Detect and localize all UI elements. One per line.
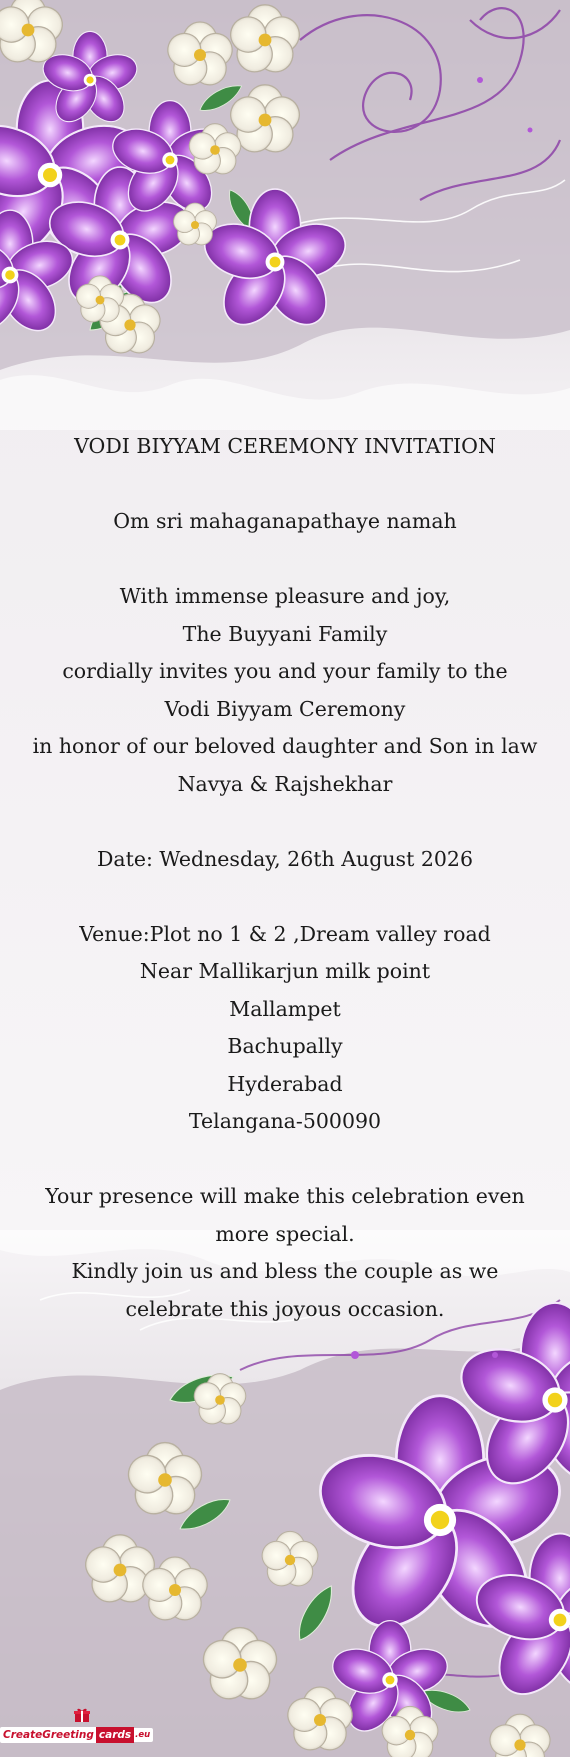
spacer xyxy=(0,1141,570,1179)
greeting-line: With immense pleasure and joy, xyxy=(119,584,451,608)
ceremony-name: Vodi Biyyam Ceremony xyxy=(164,696,406,721)
venue-line-2: Near Mallikarjun milk point xyxy=(139,959,431,983)
brand-part-1: CreateGreeting xyxy=(0,1727,96,1743)
spacer xyxy=(0,541,570,579)
venue-line-5: Hyderabad xyxy=(227,1071,343,1096)
closing-line-1: Your presence will make this celebration even more special. xyxy=(45,1184,525,1246)
brand-logo-link[interactable] xyxy=(0,1720,151,1750)
spacer xyxy=(0,803,570,841)
venue-line-1: Venue:Plot no 1 & 2 ,Dream valley road xyxy=(79,921,491,946)
couple-names: Navya & Rajshekhar xyxy=(177,771,393,796)
brand-part-2: cards xyxy=(96,1727,134,1743)
closing-line-2: Kindly join us and bless the couple as we celebrate this joyous occasion. xyxy=(71,1259,499,1321)
spacer xyxy=(0,466,570,504)
invite-line: cordially invites you and your family to the xyxy=(62,659,508,683)
spacer xyxy=(0,878,570,916)
brand-part-3: .eu xyxy=(134,1728,153,1742)
honor-line: in honor of our beloved daughter and Son in law xyxy=(32,734,538,758)
venue-line-6: Telangana-500090 xyxy=(188,1109,382,1133)
invitation-title: VODI BIYYAM CEREMONY INVITATION xyxy=(74,434,496,458)
prayer-line: Om sri mahaganapathaye namah xyxy=(113,509,457,533)
event-date: Date: Wednesday, 26th August 2026 xyxy=(96,846,474,871)
invitation-text xyxy=(0,428,570,1328)
host-family: The Buyyani Family xyxy=(182,621,388,646)
venue-line-3: Mallampet xyxy=(229,996,341,1021)
venue-line-4: Bachupally xyxy=(227,1034,343,1058)
